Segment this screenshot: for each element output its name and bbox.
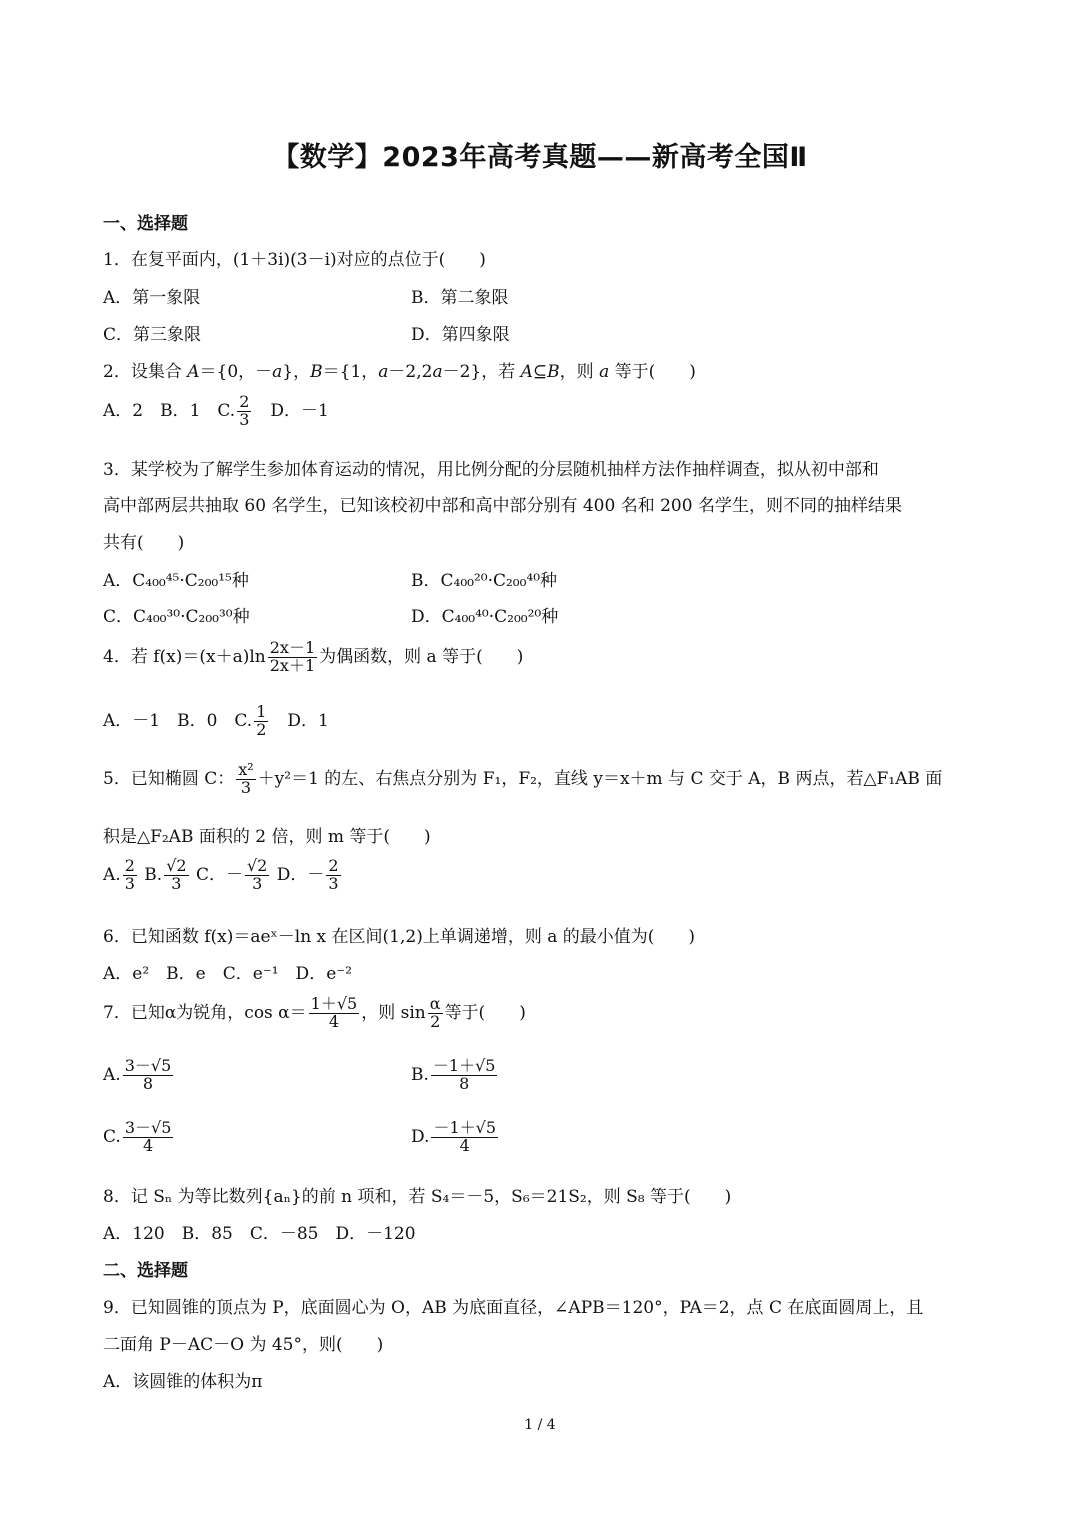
question-3-stem-line-2: 高中部两层共抽取 60 名学生，已知该校初中部和高中部分别有 400 名和 200 名学生，则不同的抽样结果 [103,496,902,516]
fraction: $\frac{2x-1}{2x+1}$ [269,638,316,675]
question-1-option-a: A．第一象限 [103,288,201,308]
question-6-options: A．e² B．e C．e⁻¹ D．e⁻² [103,964,353,984]
question-2-stem: 2．设集合 A＝{0，－a}，B＝{1，a－2,2a－2}，若 A⊆B，则 a 等于( ) [103,362,696,382]
question-3-option-a: A．C₄₀₀⁴⁵·C₂₀₀¹⁵种 [103,571,249,591]
page-title: 【数学】2023年高考真题——新高考全国Ⅱ [272,142,808,173]
question-1-option-d: D．第四象限 [411,325,510,345]
question-4-stem: 4．若 f(x)＝(x＋a)ln $\frac{2x-1}{2x+1}$ 为偶函数，则 a 等于( ) [103,638,524,675]
fraction: $\frac{3-√5}{8}$ [124,1056,172,1093]
question-3-option-b: B．C₄₀₀²⁰·C₂₀₀⁴⁰种 [411,571,558,591]
question-8-options: A．120 B．85 C．－85 D．－120 [103,1224,416,1244]
question-2-options: A．2 B．1 C. $\frac{2}{3}$ D．－1 [103,392,329,429]
question-9-option-a: A．该圆锥的体积为π [103,1372,263,1392]
fraction: $\frac{1}{2}$ [256,702,267,739]
question-8-stem: 8．记 Sₙ 为等比数列{aₙ}的前 n 项和，若 S₄＝－5，S₆＝21S₂，则 S₈ 等于( ) [103,1187,732,1207]
question-7-option-c: C. $\frac{3-√5}{4}$ [103,1118,172,1155]
question-1-stem: 1．在复平面内，(1＋3i)(3－i)对应的点位于( ) [103,250,486,270]
fraction: $\frac{2}{3}$ [239,392,250,429]
question-3-stem-line-1: 3．某学校为了解学生参加体育运动的情况，用比例分配的分层随机抽样方法作抽样调查，拟从初中部和 [103,460,879,480]
fraction: $\frac{2}{3}$ [124,856,135,893]
question-7-option-d: D. $\frac{-1+√5}{4}$ [411,1118,496,1155]
fraction: $\frac{-1+√5}{8}$ [432,1056,496,1093]
fraction: $\frac{3-√5}{4}$ [124,1118,172,1155]
fraction: $\frac{√2}{3}$ [246,856,268,893]
question-3-stem-line-3: 共有( ) [103,533,185,553]
fraction: $\frac{-1+√5}{4}$ [433,1118,496,1155]
question-1-option-c: C．第三象限 [103,325,202,345]
question-1-option-b: B．第二象限 [411,288,509,308]
question-3-option-c: C．C₄₀₀³⁰·C₂₀₀³⁰种 [103,607,250,627]
question-6-stem: 6．已知函数 f(x)＝aeˣ－ln x 在区间(1,2)上单调递增，则 a 的最小值为( ) [103,927,696,947]
section-heading-1: 一、选择题 [103,214,188,234]
section-heading-2: 二、选择题 [103,1261,188,1281]
question-5-stem-line-2: 积是△F₂AB 面积的 2 倍，则 m 等于( ) [103,827,431,847]
fraction: $\frac{1+√5}{4}$ [310,994,358,1031]
question-4-options: A．－1 B．0 C. $\frac{1}{2}$ D．1 [103,702,329,739]
fraction: $\frac{\alpha}{2}$ [429,994,441,1031]
fraction: $\frac{√2}{3}$ [166,856,187,893]
question-7-option-b: B. $\frac{-1+√5}{8}$ [411,1056,496,1093]
page-number: 1 / 4 [524,1417,556,1433]
question-5-stem: 5．已知椭圆 C： $\frac{\text{x²}}{3}$ ＋y²＝1 的左、右焦点分别为 F₁，F₂，直线 y＝x＋m 与 C 交于 A，B 两点，若△F₁AB 面 [103,760,943,797]
question-3-option-d: D．C₄₀₀⁴⁰·C₂₀₀²⁰种 [411,607,559,627]
fraction: $\frac{\text{x²}}{3}$ [238,760,254,797]
question-7-stem: 7．已知α为锐角，cos α＝ $\frac{1+√5}{4}$ ，则 sin $\frac{\alpha}{2}$ 等于( ) [103,994,526,1031]
fraction: $\frac{2}{3}$ [328,856,339,893]
question-5-options: A. $\frac{2}{3}$ B. $\frac{√2}{3}$ C．－ $\frac{√2}{3}$ D．－ $\frac{2}{3}$ [103,856,339,893]
question-9-stem-line-1: 9．已知圆锥的顶点为 P，底面圆心为 O，AB 为底面直径，∠APB＝120°，PA＝2，点 C 在底面圆周上，且 [103,1298,924,1318]
question-7-option-a: A. $\frac{3-√5}{8}$ [103,1056,172,1093]
question-9-stem-line-2: 二面角 P－AC－O 为 45°，则( ) [103,1335,384,1355]
